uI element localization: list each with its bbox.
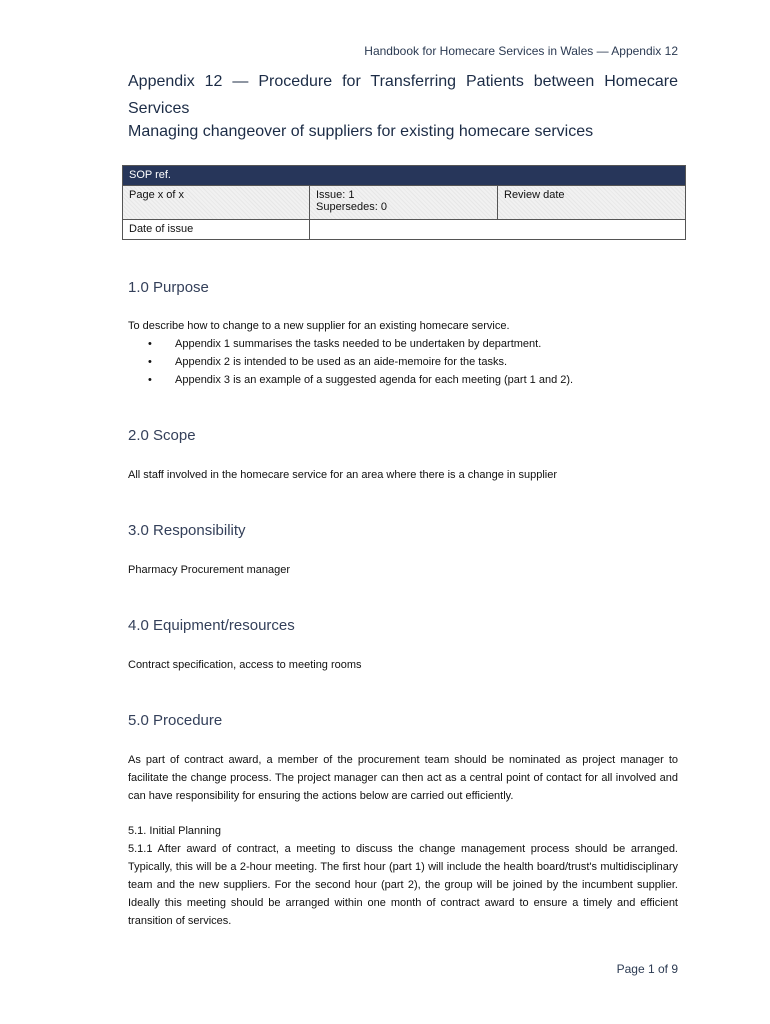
list-item <box>128 335 678 353</box>
bullet-icon: • <box>148 356 152 368</box>
list-item-text: Appendix 3 is an example of a suggested agenda for each meeting (part 1 and 2). <box>175 374 574 386</box>
bullet-icon: • <box>148 374 152 386</box>
initial-planning-subheading: 5.1. Initial Planning <box>128 825 221 837</box>
sop-table <box>122 165 686 240</box>
document-title: Appendix 12 — Procedure for Transferring Patients between Homecare Services <box>128 73 678 117</box>
review-date-cell: Review date <box>498 186 686 220</box>
document-subtitle: Managing changeover of suppliers for existing homecare services <box>128 123 594 140</box>
sop-ref-cell: SOP ref. <box>123 166 686 186</box>
purpose-intro: To describe how to change to a new supplier for an existing homecare service. <box>128 320 510 332</box>
sop-table-header-row <box>123 166 686 186</box>
sop-table-shaded-row <box>123 186 686 220</box>
procedure-intro: As part of contract award, a member of the procurement team should be nominated as project manager to facilitate the change process. The project manager can then act as a central point of contact for all involved and can have responsibility for ensuring the actions below are carried out efficiently. <box>128 754 678 802</box>
list-item <box>128 353 678 371</box>
scope-heading: 2.0 Scope <box>128 427 196 444</box>
page-number: Page 1 of 9 <box>616 962 678 976</box>
supersedes-label: Supersedes: 0 <box>316 201 387 213</box>
equipment-text: Contract specification, access to meeting rooms <box>128 659 362 671</box>
issue-label: Issue: 1 <box>316 189 355 201</box>
purpose-body <box>128 317 678 389</box>
scope-text: All staff involved in the homecare service for an area where there is a change in supplier <box>128 469 558 481</box>
date-of-issue-cell: Date of issue <box>123 220 310 240</box>
purpose-bullet-list <box>128 335 678 389</box>
purpose-heading: 1.0 Purpose <box>128 279 209 296</box>
equipment-heading: 4.0 Equipment/resources <box>128 617 295 634</box>
running-header: Handbook for Homecare Services in Wales — Appendix 12 <box>364 44 678 58</box>
list-item <box>128 371 678 389</box>
list-item-text: Appendix 1 summarises the tasks needed to be undertaken by department. <box>175 338 542 350</box>
sop-table-date-row <box>123 220 686 240</box>
responsibility-text: Pharmacy Procurement manager <box>128 564 291 576</box>
initial-planning-text: 5.1.1 After award of contract, a meeting to discuss the change management process should be arranged. Typically, this will be a 2-hour meeting. The first hour (part 1) will include the health board/trust's multidisciplinary team and the new suppliers. For the second hour (part 2), the group will be joined by the incumbent supplier. Ideally this meeting should be arranged within one month of contract award to ensure a timely and efficient transition of services. <box>128 843 678 927</box>
procedure-heading: 5.0 Procedure <box>128 712 223 729</box>
issue-cell <box>310 186 498 220</box>
bullet-icon: • <box>148 338 152 350</box>
list-item-text: Appendix 2 is intended to be used as an aide-memoire for the tasks. <box>175 356 508 368</box>
page-count-cell: Page x of x <box>123 186 310 220</box>
date-of-issue-value-cell <box>310 220 686 240</box>
responsibility-heading: 3.0 Responsibility <box>128 522 246 539</box>
